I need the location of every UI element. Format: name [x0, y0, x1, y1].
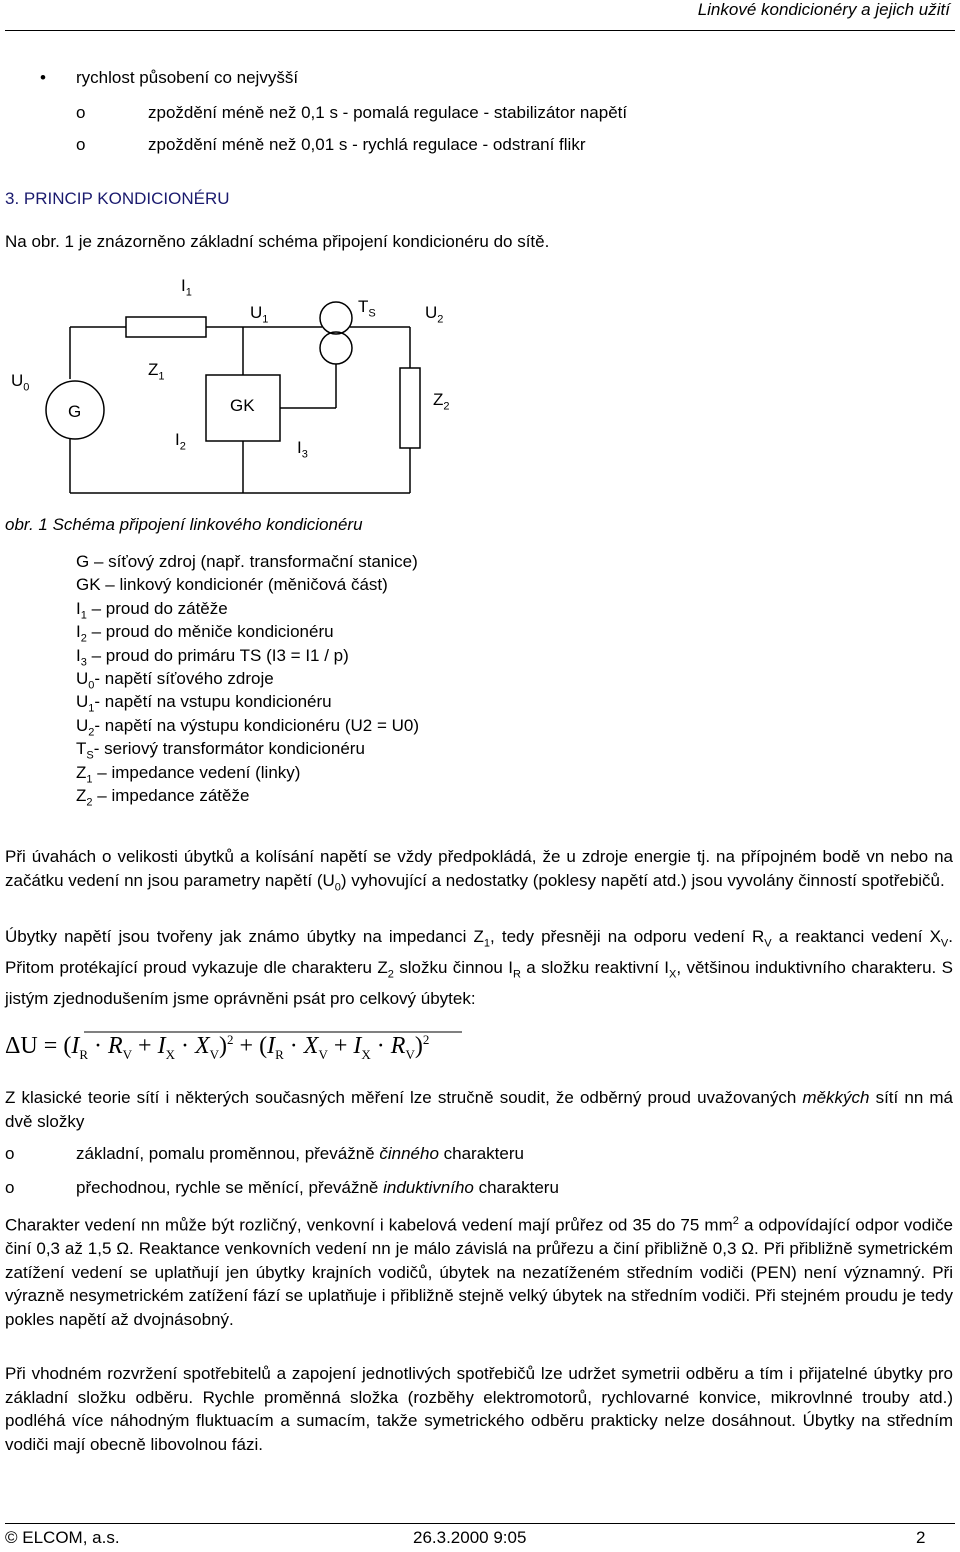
sub-bullet-marker: o — [76, 135, 86, 154]
paragraph-2: Úbytky napětí jsou tvořeny jak známo úbytky na impedanci $Z_1$, tedy přesněji na odporu vedení $R_V$ a reaktanci vedení $X_V$. Přitom protékající proud vykazuje dle charakteru $Z_2$ složku činnou $I_R$ a složku reaktivní $I_X$, většinou induktivního charakteru. S jistým zjednodušením jsme oprávněni psát pro celkový úbytek: — [5, 927, 953, 1008]
footer-rule — [5, 1523, 955, 1524]
legend-z2: $Z_2$ – impedance zátěže — [76, 785, 250, 809]
paragraph-5: Při vhodném rozvržení spotřebitelů a zapojení jednotlivých spotřebičů lze udržet symetrii odběru a tím i přijatelné úbytky pro základní složku odběru. Rychle proměnná složka (rozběhy elektromotorů, rychlovarné konvice, mikrovlnné trouby atd.) podléhá více náhodným fluktuacím a sumacím, takže symetrického odběru prakticky nelze dosáhnout. Úbytky na středním vodiči mají obecně libovolnou fázi. — [5, 1364, 953, 1454]
formula-overline — [84, 1030, 464, 1034]
list-item-2: přechodnou, rychle se měnící, převážně induktivního charakteru — [76, 1178, 559, 1197]
label-g: G — [68, 402, 82, 421]
list-item-1: základní, pomalu proměnnou, převážně činného charakteru — [76, 1144, 524, 1163]
label-u0: $U_0$ — [11, 371, 30, 394]
z1-resistor — [126, 317, 206, 337]
legend-i1: $I_1$ – proud do zátěže — [76, 598, 228, 622]
sub-bullet-marker: o — [76, 103, 86, 122]
ts-transformer-secondary — [320, 332, 352, 364]
z2-resistor — [400, 368, 420, 448]
intro-text: Na obr. 1 je znázorněno základní schéma připojení kondicionéru do sítě. — [5, 232, 550, 251]
label-i3: $I_3$ — [297, 438, 308, 461]
label-z2: $Z_2$ — [433, 390, 450, 413]
label-i1: $I_1$ — [181, 276, 192, 299]
label-i2: $I_2$ — [175, 430, 186, 453]
label-ts: $T_S$ — [358, 297, 376, 320]
ts-transformer-primary — [320, 302, 352, 334]
legend-gk: GK – linkový kondicionér (měničová část) — [76, 575, 388, 595]
legend-i2: $I_2$ – proud do měniče kondicionéru — [76, 622, 334, 645]
list-marker: o — [5, 1144, 15, 1163]
legend-z1: $Z_1$ – impedance vedení (linky) — [76, 762, 301, 785]
footer-page-number: 2 — [916, 1528, 926, 1547]
paragraph-3: Z klasické teorie sítí i některých současných měření lze stručně soudit, že odběrný proud uvažovaných měkkých sítí nn má dvě složky — [5, 1088, 953, 1131]
footer-company: © ELCOM, a.s. — [5, 1528, 120, 1547]
voltage-drop-formula: $\Delta U = (I_R \cdot R_V + I_X \cdot X_V)^2 + (I_R \cdot X_V + I_X \cdot R_V)^2$ — [5, 1032, 430, 1062]
list-marker: o — [5, 1178, 15, 1197]
label-u1: $U_1$ — [250, 303, 269, 326]
circuit-diagram — [0, 270, 470, 500]
figure-caption: obr. 1 Schéma připojení linkového kondicionéru — [5, 515, 363, 534]
legend-list — [76, 550, 419, 807]
label-u2: $U_2$ — [425, 303, 444, 326]
legend-u2: $U_2-$ napětí na výstupu kondicionéru (U2 = U0) — [76, 715, 419, 739]
legend-ts: $T_S-$ seriový transformátor kondicionéru — [76, 739, 365, 762]
bullet-dot: • — [40, 68, 46, 87]
label-gk: GK — [230, 396, 255, 415]
label-z1: $Z_1$ — [148, 360, 165, 383]
legend-g: G – síťový zdroj (např. transformační stanice) — [76, 552, 418, 571]
paragraph-4: Charakter vedení nn může být rozličný, venkovní i kabelová vedení mají průřez od 35 do 75 $mm^2$ a odpovídající odpor vodiče činí 0,3 až 1,5 Ω. Reaktance venkovních vedení nn je málo závislá na průřezu a činí přibližně 0,3 Ω. Při přibližně symetrickém zatížení vedení se uplatňují jen úbytky krajních vodičů, úbytek na nezatíženém středním vodiči (PEN) není významný. Při výrazně nesymetrickém zatížení fází se uplatňuje i přibližně stejně velký úbytek na středním vodiči. Při stejném proudu je tedy pokles napětí až dvojnásobný. — [5, 1215, 953, 1329]
section-heading: 3. PRINCIP KONDICIONÉRU — [5, 189, 230, 208]
page-header-title: Linkové kondicionéry a jejich užití — [697, 0, 950, 19]
paragraph-1: Při úvahách o velikosti úbytků a kolísání napětí se vždy předpokládá, že u zdroje energie tj. na přípojném bodě vn nebo na začátku vedení nn jsou parametry napětí $(U_0)$ vyhovující a nedostatky (poklesy napětí atd.) jsou vyvolány činností spotřebičů. — [5, 847, 953, 893]
legend-i3: $I_3$ – proud do primáru TS (I3 = I1 / p) — [76, 645, 349, 668]
bullet-main: rychlost působení co nejvyšší — [76, 68, 299, 87]
legend-u0: $U_0-$ napětí síťového zdroje — [76, 668, 274, 692]
footer-date: 26.3.2000 9:05 — [413, 1528, 527, 1547]
sub-bullet-1: zpoždění méně než 0,1 s - pomalá regulace - stabilizátor napětí — [148, 103, 628, 122]
sub-bullet-2: zpoždění méně než 0,01 s - rychlá regulace - odstraní flikr — [148, 135, 586, 154]
header-rule — [5, 30, 955, 31]
legend-u1: $U_1-$ napětí na vstupu kondicionéru — [76, 692, 332, 715]
